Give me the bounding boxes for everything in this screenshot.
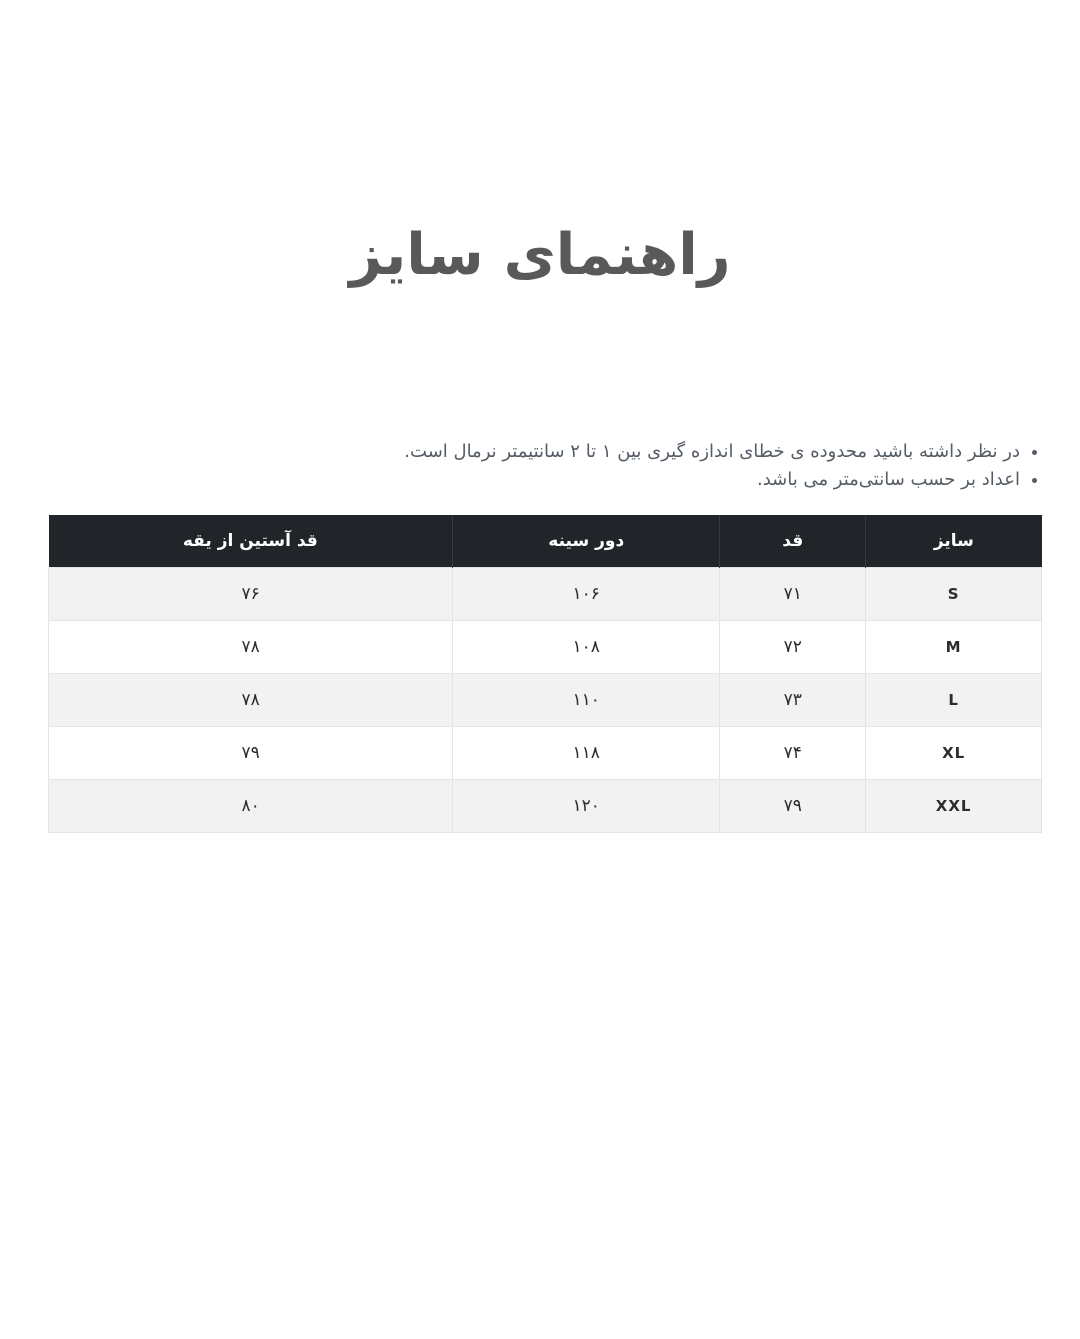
col-header-length: قد xyxy=(720,515,866,567)
header-row xyxy=(49,515,1042,567)
cell-sleeve: ۷۶ xyxy=(49,567,453,620)
size-table-header xyxy=(49,515,1042,567)
notes-list xyxy=(48,438,1042,493)
size-guide-section xyxy=(48,438,1042,833)
cell-length: ۷۳ xyxy=(720,673,866,726)
cell-sleeve: ۷۸ xyxy=(49,620,453,673)
table-row-s xyxy=(49,567,1042,620)
size-table xyxy=(48,515,1042,833)
cell-size: L xyxy=(866,673,1042,726)
table-row-m xyxy=(49,620,1042,673)
cell-chest: ۱۰۶ xyxy=(453,567,720,620)
cell-sleeve: ۷۹ xyxy=(49,726,453,779)
cell-chest: ۱۱۰ xyxy=(453,673,720,726)
cell-size: S xyxy=(866,567,1042,620)
cell-chest: ۱۱۸ xyxy=(453,726,720,779)
table-row-xl xyxy=(49,726,1042,779)
cell-length: ۷۲ xyxy=(720,620,866,673)
size-table-body xyxy=(49,567,1042,832)
col-header-size: سایز xyxy=(866,515,1042,567)
table-row-xxl xyxy=(49,779,1042,832)
note-unit-centimeter: • اعداد بر حسب سانتی‌متر می باشد. xyxy=(48,466,1020,493)
cell-chest: ۱۰۸ xyxy=(453,620,720,673)
cell-sleeve: ۸۰ xyxy=(49,779,453,832)
table-row-l xyxy=(49,673,1042,726)
col-header-sleeve-from-collar: قد آستین از یقه xyxy=(49,515,453,567)
page-title: راهنمای سایز xyxy=(349,222,731,288)
cell-length: ۷۹ xyxy=(720,779,866,832)
note-measurement-tolerance: • در نظر داشته باشید محدوده ی خطای اندازه گیری بین ۱ تا ۲ سانتیمتر نرمال است. xyxy=(48,438,1020,465)
cell-sleeve: ۷۸ xyxy=(49,673,453,726)
cell-length: ۷۴ xyxy=(720,726,866,779)
col-header-chest: دور سینه xyxy=(453,515,720,567)
cell-size: M xyxy=(866,620,1042,673)
cell-size: XL xyxy=(866,726,1042,779)
cell-size: XXL xyxy=(866,779,1042,832)
cell-chest: ۱۲۰ xyxy=(453,779,720,832)
cell-length: ۷۱ xyxy=(720,567,866,620)
